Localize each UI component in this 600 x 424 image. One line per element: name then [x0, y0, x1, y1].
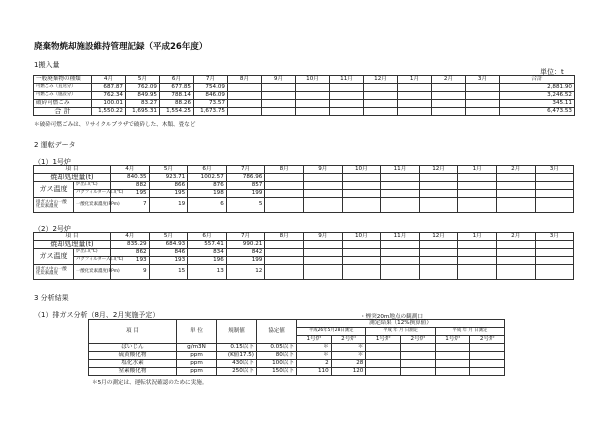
- table-cell: [496, 174, 535, 182]
- table-cell: 項 目: [34, 233, 111, 241]
- table-cell: ガス温度: [34, 249, 74, 265]
- table-cell: 193: [149, 257, 188, 265]
- table-cell: 協定値: [257, 320, 297, 344]
- table-cell: [381, 198, 420, 213]
- table-cell: 可燃ごみ（施設分）: [34, 92, 92, 100]
- table-cell: [381, 182, 420, 190]
- furnace-1-table: [33, 165, 574, 213]
- location-note: ・煙突20m地点の観測口: [360, 314, 423, 320]
- table-cell: 100.01: [92, 100, 126, 108]
- table-cell: 6月: [188, 166, 227, 174]
- table-cell: 規制値: [217, 320, 257, 344]
- table-cell: 3月: [535, 233, 574, 241]
- table-cell: g/m3N: [177, 344, 217, 352]
- table-cell: 1002.57: [188, 174, 227, 182]
- table-cell: 842: [226, 249, 265, 257]
- table-cell: [265, 190, 304, 198]
- table-cell: [265, 257, 304, 265]
- table-cell: [342, 174, 381, 182]
- table-cell: [496, 241, 535, 249]
- table-cell: 可燃ごみ（直送分）: [34, 84, 92, 92]
- table-cell: [366, 344, 401, 352]
- table-cell: 430以下: [217, 360, 257, 368]
- table-cell: 557.41: [188, 241, 227, 249]
- table-cell: 8月: [228, 76, 262, 84]
- table-cell: 7月: [226, 166, 265, 174]
- table-cell: [535, 257, 574, 265]
- table-cell: 345.11: [500, 100, 575, 108]
- table-cell: 83.27: [126, 100, 160, 108]
- table-cell: [458, 190, 497, 198]
- table-cell: ガス温度: [34, 182, 74, 198]
- table-header-row: [34, 166, 574, 174]
- table-cell: 破砕可燃ごみ: [34, 100, 92, 108]
- table-cell: [381, 174, 420, 182]
- table-cell: [398, 108, 432, 116]
- table-cell: [470, 344, 505, 352]
- table-cell: 12月: [419, 233, 458, 241]
- table-cell: [342, 190, 381, 198]
- table-row: [89, 360, 505, 368]
- table-cell: [228, 100, 262, 108]
- table-row: [34, 241, 574, 249]
- table-cell: 9月: [303, 166, 342, 174]
- table-cell: [296, 92, 330, 100]
- table-cell: [496, 190, 535, 198]
- table-cell: [330, 100, 364, 108]
- table-cell: [535, 182, 574, 190]
- table-cell: [435, 352, 470, 360]
- table-cell: [366, 360, 401, 368]
- page-title: 廃棄物焼却施設維持管理記録（平成26年度）: [34, 42, 208, 52]
- table-cell: 炉出口(℃): [74, 249, 111, 257]
- table-cell: 6: [188, 198, 227, 213]
- section-1-note: ＊破砕可燃ごみは、リサイクルプラザで破砕した、木類、畳など: [34, 122, 196, 128]
- table-cell: [381, 241, 420, 249]
- table-cell: [342, 265, 381, 280]
- table-cell: [535, 198, 574, 213]
- table-cell: 250以下: [217, 368, 257, 376]
- table-cell: 3月: [535, 166, 574, 174]
- table-row: [89, 368, 505, 376]
- table-cell: 13: [188, 265, 227, 280]
- table-cell: 2月: [496, 233, 535, 241]
- table-cell: 5月: [149, 233, 188, 241]
- table-cell: [262, 84, 296, 92]
- table-cell: [466, 92, 500, 100]
- table-row: [89, 352, 505, 360]
- table-cell: [265, 265, 304, 280]
- table-cell: 項 目: [89, 320, 177, 344]
- table-cell: [398, 92, 432, 100]
- table-cell: 7月: [226, 233, 265, 241]
- table-cell: [262, 100, 296, 108]
- table-cell: 焼却処理量(t): [34, 241, 111, 249]
- table-row: [34, 174, 574, 182]
- table-cell: 1号炉: [435, 336, 470, 344]
- table-row: [34, 100, 575, 108]
- table-cell: 1,695.31: [126, 108, 160, 116]
- table-cell: [419, 182, 458, 190]
- table-cell: 0.05以下: [257, 344, 297, 352]
- table-cell: 2号炉: [470, 336, 505, 344]
- table-cell: ppm: [177, 352, 217, 360]
- table-row: [34, 108, 575, 116]
- table-cell: [432, 100, 466, 108]
- table-cell: 4月: [92, 76, 126, 84]
- unit-label: 単位：t: [540, 68, 564, 76]
- table-cell: 835.29: [111, 241, 150, 249]
- table-cell: 10月: [296, 76, 330, 84]
- table-cell: [496, 265, 535, 280]
- table-cell: 合計: [500, 76, 575, 84]
- table-cell: [535, 174, 574, 182]
- table-cell: [470, 352, 505, 360]
- table-cell: 12月: [419, 166, 458, 174]
- table-cell: [342, 249, 381, 257]
- table-cell: [432, 92, 466, 100]
- table-cell: [401, 368, 436, 376]
- table-cell: 3月: [466, 76, 500, 84]
- table-cell: 1号炉: [366, 336, 401, 344]
- table-cell: 857: [226, 182, 265, 190]
- table-cell: [381, 257, 420, 265]
- table-cell: 2: [297, 360, 332, 368]
- table-cell: 7: [111, 198, 150, 213]
- table-cell: [458, 182, 497, 190]
- table-cell: [470, 368, 505, 376]
- table-cell: バグフィルター入口(℃): [74, 190, 111, 198]
- table-cell: [470, 360, 505, 368]
- table-header-row: [34, 233, 574, 241]
- table-cell: 排ガス中の一酸化炭素濃度: [34, 265, 74, 280]
- table-cell: [419, 174, 458, 182]
- table-cell: ppm: [177, 368, 217, 376]
- table-cell: [366, 352, 401, 360]
- table-cell: [496, 198, 535, 213]
- section-3-subheading: （1）排ガス分析（8月、2月実施予定）: [34, 311, 160, 319]
- table-cell: 788.14: [160, 92, 194, 100]
- table-cell: 合 計: [34, 108, 92, 116]
- table-cell: [303, 241, 342, 249]
- table-cell: 10月: [342, 233, 381, 241]
- table-cell: ＊: [297, 352, 332, 360]
- table-cell: [303, 257, 342, 265]
- table-cell: [458, 198, 497, 213]
- table-cell: 8月: [265, 166, 304, 174]
- furnace-2-label: （2）2号炉: [34, 225, 71, 233]
- table-cell: [535, 249, 574, 257]
- table-cell: 5月: [126, 76, 160, 84]
- table-cell: 19: [149, 198, 188, 213]
- table-cell: [401, 344, 436, 352]
- table-cell: 6月: [160, 76, 194, 84]
- table-cell: 862: [111, 249, 150, 257]
- table-cell: 硫黄酸化物: [89, 352, 177, 360]
- table-cell: [303, 174, 342, 182]
- furnace-1-label: （1）1号炉: [34, 158, 71, 166]
- table-cell: 11月: [381, 233, 420, 241]
- table-cell: [296, 84, 330, 92]
- table-cell: [330, 108, 364, 116]
- table-cell: 項 目: [34, 166, 111, 174]
- table-cell: 849.95: [126, 92, 160, 100]
- table-cell: [381, 190, 420, 198]
- table-cell: 28: [331, 360, 366, 368]
- table-cell: ＊: [297, 344, 332, 352]
- table-cell: [342, 257, 381, 265]
- table-row: [89, 344, 505, 352]
- table-cell: 12月: [364, 76, 398, 84]
- table-cell: [398, 84, 432, 92]
- table-cell: バグフィルター入口(℃): [74, 257, 111, 265]
- table-cell: ppm: [177, 360, 217, 368]
- table-cell: [364, 84, 398, 92]
- table-row: [34, 265, 574, 280]
- table-cell: [265, 249, 304, 257]
- table-cell: 2月: [496, 166, 535, 174]
- table-cell: [458, 249, 497, 257]
- table-cell: 110: [297, 368, 332, 376]
- section-3-heading: 3 分析結果: [34, 294, 69, 302]
- table-cell: [296, 100, 330, 108]
- table-row: [34, 249, 574, 257]
- table-cell: 834: [188, 249, 227, 257]
- table-cell: 762.09: [126, 84, 160, 92]
- table-cell: 7月: [194, 76, 228, 84]
- table-cell: [419, 257, 458, 265]
- table-cell: (K値17.5): [217, 352, 257, 360]
- table-cell: 10月: [342, 166, 381, 174]
- table-cell: 1月: [458, 233, 497, 241]
- table-cell: 198: [188, 190, 227, 198]
- table-cell: [366, 368, 401, 376]
- table-cell: 762.34: [92, 92, 126, 100]
- table-cell: [401, 352, 436, 360]
- table-cell: 990.21: [226, 241, 265, 249]
- table-cell: [262, 92, 296, 100]
- table-row: [34, 84, 575, 92]
- table-cell: 846: [149, 249, 188, 257]
- table-cell: 一般廃棄物の種類: [34, 76, 92, 84]
- table-row: [34, 198, 574, 213]
- table-cell: 684.93: [149, 241, 188, 249]
- table-cell: 5月: [149, 166, 188, 174]
- table-cell: 9: [111, 265, 150, 280]
- table-cell: [342, 198, 381, 213]
- table-cell: [458, 174, 497, 182]
- table-cell: 846.09: [194, 92, 228, 100]
- table-cell: 3,246.52: [500, 92, 575, 100]
- table-cell: 786.96: [226, 174, 265, 182]
- table-cell: 4月: [111, 166, 150, 174]
- table-cell: [535, 241, 574, 249]
- table-row: [34, 92, 575, 100]
- table-cell: [262, 108, 296, 116]
- table-cell: 排ガス中の一酸化炭素濃度: [34, 198, 74, 213]
- table-cell: [419, 265, 458, 280]
- table-cell: 1月: [398, 76, 432, 84]
- table-cell: 687.87: [92, 84, 126, 92]
- table-cell: [435, 368, 470, 376]
- table-cell: 1,554.25: [160, 108, 194, 116]
- table-cell: [303, 265, 342, 280]
- table-header-row: [34, 76, 575, 84]
- table-cell: 窒素酸化物: [89, 368, 177, 376]
- table-cell: 12: [226, 265, 265, 280]
- table-cell: 754.09: [194, 84, 228, 92]
- table-cell: [303, 182, 342, 190]
- table-cell: [342, 241, 381, 249]
- table-cell: 88.26: [160, 100, 194, 108]
- table-row: [34, 190, 574, 198]
- table-cell: [496, 249, 535, 257]
- table-cell: 1号炉: [297, 336, 332, 344]
- table-cell: 73.57: [194, 100, 228, 108]
- table-cell: 0.15以下: [217, 344, 257, 352]
- table-cell: [330, 92, 364, 100]
- table-cell: 120: [331, 368, 366, 376]
- table-cell: ばいじん: [89, 344, 177, 352]
- table-cell: [265, 241, 304, 249]
- table-cell: 塩化水素: [89, 360, 177, 368]
- table-cell: [330, 84, 364, 92]
- analysis-table: [88, 319, 505, 376]
- table-cell: [303, 249, 342, 257]
- table-cell: [228, 84, 262, 92]
- table-cell: 2月: [432, 76, 466, 84]
- table-cell: 9月: [262, 76, 296, 84]
- table-row: [34, 257, 574, 265]
- table-cell: [535, 265, 574, 280]
- table-cell: ＊: [331, 344, 366, 352]
- table-cell: 6月: [188, 233, 227, 241]
- table-cell: [432, 84, 466, 92]
- table-cell: 一酸化炭素濃度(PPm): [74, 198, 111, 213]
- table-cell: 1月: [458, 166, 497, 174]
- table-cell: [228, 92, 262, 100]
- table-cell: 炉出口(℃): [74, 182, 111, 190]
- table-cell: 840.35: [111, 174, 150, 182]
- table-cell: 11月: [381, 166, 420, 174]
- table-cell: 1,550.22: [92, 108, 126, 116]
- section-2-heading: 2 運転データ: [34, 141, 76, 149]
- section-3-note: ＊5月の測定は、運転状況確認のために実施。: [92, 380, 208, 386]
- table-cell: 測定結果（12%換算値）: [297, 320, 505, 328]
- table-cell: 4月: [111, 233, 150, 241]
- table-cell: 80以下: [257, 352, 297, 360]
- table-cell: 199: [226, 257, 265, 265]
- table-cell: 100以下: [257, 360, 297, 368]
- table-cell: 923.71: [149, 174, 188, 182]
- table-cell: ＊: [331, 352, 366, 360]
- table-cell: [381, 249, 420, 257]
- table-cell: 15: [149, 265, 188, 280]
- table-cell: [466, 84, 500, 92]
- table-cell: 1,673.75: [194, 108, 228, 116]
- table-cell: 焼却処理量(t): [34, 174, 111, 182]
- table-cell: [398, 100, 432, 108]
- table-cell: 8月: [265, 233, 304, 241]
- table-cell: 882: [111, 182, 150, 190]
- table-cell: 5: [226, 198, 265, 213]
- table-cell: [419, 198, 458, 213]
- table-cell: [535, 190, 574, 198]
- table-cell: 193: [111, 257, 150, 265]
- table-cell: [265, 174, 304, 182]
- table-cell: [458, 257, 497, 265]
- table-cell: [458, 241, 497, 249]
- table-cell: 196: [188, 257, 227, 265]
- table-cell: 6,473.53: [500, 108, 575, 116]
- table-cell: [496, 182, 535, 190]
- table-cell: [419, 241, 458, 249]
- table-cell: [265, 198, 304, 213]
- intake-table: [33, 75, 575, 116]
- table-cell: 2号炉: [401, 336, 436, 344]
- table-cell: [303, 198, 342, 213]
- table-cell: 876: [188, 182, 227, 190]
- table-cell: 677.85: [160, 84, 194, 92]
- table-cell: [458, 265, 497, 280]
- table-cell: 平成26年5月28日測定: [297, 328, 366, 336]
- table-cell: [432, 108, 466, 116]
- table-cell: [401, 360, 436, 368]
- table-cell: [265, 182, 304, 190]
- table-cell: [466, 100, 500, 108]
- table-cell: [296, 108, 330, 116]
- furnace-2-table: [33, 232, 574, 280]
- table-cell: 195: [111, 190, 150, 198]
- table-cell: 199: [226, 190, 265, 198]
- table-cell: 2,881.90: [500, 84, 575, 92]
- table-cell: [364, 108, 398, 116]
- table-cell: [419, 190, 458, 198]
- table-cell: 150以下: [257, 368, 297, 376]
- table-cell: [381, 265, 420, 280]
- table-cell: [364, 92, 398, 100]
- table-cell: [364, 100, 398, 108]
- table-cell: 一酸化炭素濃度(PPm): [74, 265, 111, 280]
- table-cell: 195: [149, 190, 188, 198]
- table-cell: 単 位: [177, 320, 217, 344]
- table-cell: 平成 年 月 日測定: [435, 328, 504, 336]
- table-cell: [303, 190, 342, 198]
- table-cell: [496, 257, 535, 265]
- table-cell: [435, 344, 470, 352]
- table-cell: [228, 108, 262, 116]
- section-1-heading: 1搬入量: [34, 61, 60, 69]
- table-cell: 11月: [330, 76, 364, 84]
- table-cell: [342, 182, 381, 190]
- table-cell: 平成 年 月 日測定: [366, 328, 435, 336]
- table-cell: 9月: [303, 233, 342, 241]
- table-cell: [419, 249, 458, 257]
- table-cell: [435, 360, 470, 368]
- table-cell: 866: [149, 182, 188, 190]
- table-cell: [466, 108, 500, 116]
- table-row: [34, 182, 574, 190]
- table-cell: 2号炉: [331, 336, 366, 344]
